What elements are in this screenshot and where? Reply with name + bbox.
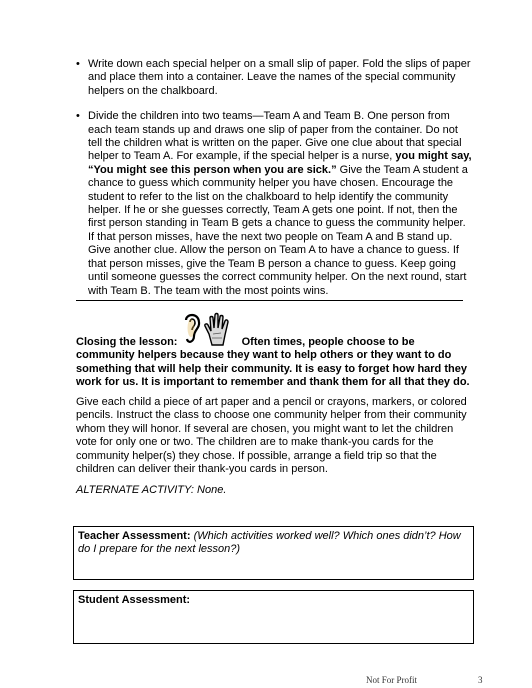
teacher-assessment-question: (Which activities worked well? Which ones didn’t? How do I prepare for the next lesson?)	[78, 530, 461, 556]
student-assessment-box[interactable]	[73, 590, 474, 644]
example-quote: you might say, “You might see this person when you are sick.”	[88, 150, 472, 176]
teacher-assessment-box[interactable]	[73, 526, 474, 580]
section-divider	[76, 300, 463, 301]
list-item-text: Divide the children into two teams—Team A and Team B. One person from each team stands up and draws one slip of paper from the container. Do not tell the children what is written on the paper. Give one clue about that special helper to Team A. For example, if the special helper is a nurse,	[88, 110, 462, 163]
teacher-assessment-label: Teacher Assessment:	[78, 530, 191, 542]
student-assessment-label: Student Assessment:	[78, 594, 191, 606]
instructions-paragraph: Give each child a piece of art paper and a pencil or crayons, markers, or colored pencils. Instruct the class to choose one community helper from their community whom they will honor. If several are chosen, you might want to let the children vote for only one or two. The children are to make thank-you cards for the community helper(s) they chose. If possible, arrange a field trip so that the children can deliver their thank-you cards in person.	[76, 396, 467, 476]
list-item	[76, 110, 472, 298]
closing-lesson	[76, 336, 472, 390]
page-number: 3	[478, 675, 483, 685]
list-item-text: Write down each special helper on a small slip of paper. Fold the slips of paper and place them into a container. Leave the names of the special community helpers on the chalkboard.	[88, 58, 471, 97]
list-item	[76, 58, 472, 98]
closing-label: Closing the lesson:	[76, 336, 178, 348]
closing-text: Often times, people choose to be community helpers because they want to help others or they want to do something that will help their community. It is easy to forget how hard they work for us. It is important to remember and thank them for all that they do.	[76, 336, 470, 389]
list-item-text-continued: Give the Team A student a chance to guess which community helper you have chosen. Encourage the student to refer to the list on the chalkboard to help identify the community helper. If he or she guesses correctly, Team A gets one point. If not, then the first person standing in Team B gets a chance to guess the community helper. If that person misses, have the next two people on Team A and B stand up. Give another clue. Allow the person on Team A to have a chance to guess. If that person misses, give the Team B person a chance to guess. Keep going until someone guesses the correct community helper. On the next round, start with Team B. The team with the most points wins.	[88, 163, 468, 297]
bullet-icon: •	[76, 110, 80, 123]
activity-list	[76, 58, 472, 310]
footer-note: Not For Profit	[366, 675, 418, 685]
alternate-activity: ALTERNATE ACTIVITY: None.	[76, 484, 227, 496]
bullet-icon: •	[76, 58, 80, 70]
